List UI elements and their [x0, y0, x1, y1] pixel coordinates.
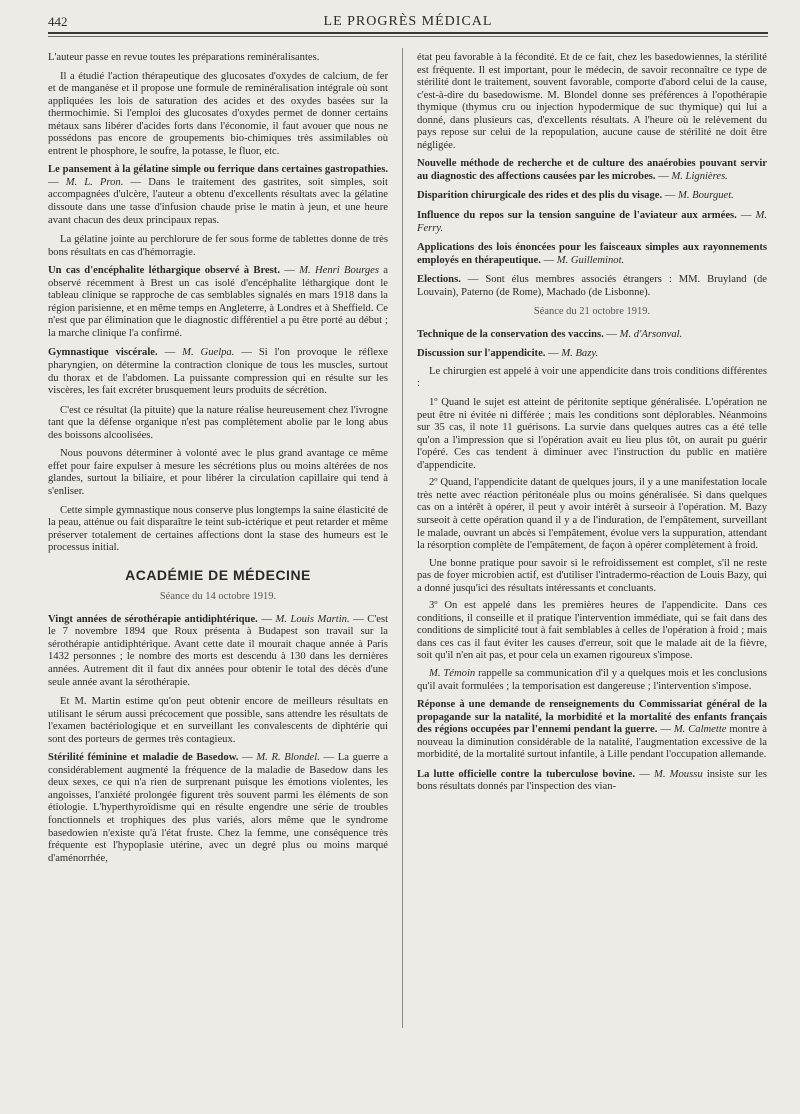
item-author: M. Guelpa.	[182, 347, 235, 359]
paragraph: Et M. Martin estime qu'on peut obtenir encore de meilleurs résultats en utilisant le sérum aussi précocement que possible, sans attendre les résultats de l'examen bactériologique et en surveillant les convalescents de diphtérie qui sont des porteurs de germes très contagieux.	[48, 696, 388, 745]
header-rule	[48, 32, 768, 34]
item-title: Gymnastique viscérale.	[48, 347, 158, 359]
right-column	[417, 52, 767, 801]
item-text: rappelle sa communication d'il y a quelques mois et les conclusions qu'il avait formulées ; la temporisation est dangereuse ; l'intervention s'impose.	[417, 667, 768, 692]
abstract-item: Gymnastique viscérale. — M. Guelpa. — Si l'on provoque le réflexe pharyngien, on détermine la contraction clonique de tous les muscles, surtout du thorax et de l'abdomen. La puissante compression qui en résulte sur les viscères, les fait excréter brusquement leurs produits de sécrétion.	[48, 347, 388, 397]
paragraph	[417, 668, 767, 693]
section-title: ACADÉMIE DE MÉDECINE	[125, 566, 311, 583]
item-author: M. Louis Martin.	[275, 613, 350, 625]
journal-title: LE PROGRÈS MÉDICAL	[323, 14, 493, 29]
abstract-item: Influence du repos sur la tension sanguine de l'aviateur aux armées. — M. Ferry.	[417, 210, 767, 234]
column-divider	[402, 48, 403, 1028]
abstract-item: Un cas d'encéphalite léthargique observé à Brest. — M. Henri Bourges a observé récemment à Brest un cas isolé d'encéphalite léthargique dont le tableau clinique se rapproche de cas semblables signalés en mars 1918 dans la région parisienne, et en même temps en Angleterre, à Londres et à Sheffield. Ce n'est que par élimination que le diagnostic différentiel a pu être porté au début ; la marche clinique l'a confirmé.	[48, 265, 388, 339]
item-text: Sont élus membres associés étrangers : MM. Bruyland (de Louvain), Paterno (de Rome), Machado (de Lisbonne).	[417, 274, 767, 298]
paragraph: Nous pouvons déterminer à volonté avec le plus grand avantage ce même effet pour faire expulser à mesure les sécrétions plus ou moins altérées de nos glandes, surtout la biliaire, et pour libérer la circulation capillaire qui tend à s'enliser.	[48, 448, 388, 497]
item-author: M. d'Arsonval.	[619, 328, 683, 340]
paragraph: C'est ce résultat (la pituite) que la nature réalise heureusement chez l'ivrogne tant que la défense organique n'est pas complètement abolie par le long abus des boissons alcoolisées.	[48, 404, 388, 441]
item-title: Applications des lois énoncées pour les faisceaux simples aux rayonnements employés en thérapeutique.	[417, 242, 767, 266]
paragraph: La gélatine jointe au perchlorure de fer sous forme de tablettes donne de très bons résultats en cas d'hémorragie.	[48, 234, 388, 258]
abstract-item: Elections. — Sont élus membres associés étrangers : MM. Bruyland (de Louvain), Paterno (de Rome), Machado (de Lisbonne).	[417, 274, 767, 298]
abstract-item: La lutte officielle contre la tuberculose bovine. — M. Moussu insiste sur les bons résultats donnés par l'inspection des vian-	[417, 768, 767, 793]
abstract-item: Applications des lois énoncées pour les faisceaux simples aux rayonnements employés en thérapeutique. — M. Guilleminot.	[417, 242, 767, 266]
item-author: M. Guilleminot.	[556, 254, 625, 266]
session-date: Séance du 14 octobre 1919.	[159, 591, 277, 603]
item-text: C'est le 7 novembre 1894 que Roux présenta à Budapest son travail sur la sérothérapie antidiphtérique. Avant cette date il mourait chaque année à Paris 1432 personnes ; le nombre des morts est descendu à 130 dans les dernières années. Autrement dit il faut dix années pour obtenir le total des décès d'une seule année avant la sérothérapie.	[48, 613, 389, 688]
item-title: Le pansement à la gélatine simple ou ferrique dans certaines gastropathies.	[48, 164, 388, 176]
abstract-item: Nouvelle méthode de recherche et de culture des anaérobies pouvant servir au diagnostic des affections causées par les microbes. — M. Lignières.	[417, 158, 767, 182]
list-item: 3º On est appelé dans les premières heures de l'appendicite. Dans ces conditions, il conseille et il pratique l'intervention immédiate, qui se fait dans des conditions de simplicité tout à fait semblables à celles de l'opération à froid ; mais dans ces cas il faut éviter les causes d'erreur, soit que le malade ait de la fièvre, soit qu'il n'en ait pas, et pour cela un examen rigoureux s'impose.	[417, 600, 767, 662]
item-author: M. L. Pron.	[65, 176, 124, 188]
item-author: M. R. Blondel.	[256, 752, 320, 764]
item-author: M. Ferry.	[417, 210, 767, 234]
abstract-item: Vingt années de sérothérapie antidiphtérique. — M. Louis Martin. — C'est le 7 novembre 1894 que Roux présenta à Budapest son travail sur la sérothérapie antidiphtérique. Avant cette date il mourait chaque année à Paris 1432 personnes ; le nombre des morts est descendu à 130 dans les dernières années. Autrement dit il faut dix années pour obtenir le total des décès d'une seule année avant la sérothérapie.	[48, 613, 389, 688]
item-text: Dans le traitement des gastrites, soit simples, soit accompagnées d'ulcère, l'auteur a obtenu d'excellents résultats avec la gélatine dissoute dans une tasse d'infusion chaude prise le matin à jeun, et une heure avant chacun des deux principaux repas.	[48, 176, 388, 226]
header-rule-thin	[48, 36, 768, 37]
abstract-item: Discussion sur l'appendicite. — M. Bazy.	[417, 348, 599, 360]
item-author: M. Henri Bourges	[299, 265, 379, 277]
abstract-item: Le pansement à la gélatine simple ou ferrique dans certaines gastropathies. — M. L. Pron. — Dans le traitement des gastrites, soit simples, soit accompagnées d'ulcère, l'auteur a obtenu d'excellents résultats avec la gélatine dissoute dans une tasse d'infusion chaude prise le matin à jeun, et une heure avant chacun des deux principaux repas.	[48, 164, 388, 226]
item-text: a observé récemment à Brest un cas isolé d'encéphalite léthargique dont le tableau clinique se rapproche de cas semblables signalés en mars 1918 dans la région parisienne, et en même temps en Angleterre, à Londres et à Sheffield. Ce n'est que par élimination que le diagnostic différentiel a pu être porté au début ; la marche clinique l'a confirmé.	[48, 265, 388, 339]
item-title: Technique de la conservation des vaccins.	[417, 328, 604, 340]
item-title: Un cas d'encéphalite léthargique observé à Brest.	[48, 265, 280, 277]
abstract-item: Technique de la conservation des vaccins. — M. d'Arsonval.	[417, 328, 683, 340]
item-author: M. Témoin	[429, 667, 476, 679]
session-date: Séance du 21 octobre 1919.	[533, 306, 651, 318]
abstract-item: Disparition chirurgicale des rides et des plis du visage. — M. Bourguet.	[417, 190, 734, 202]
item-text: insiste sur les bons résultats donnés par l'inspection des vian-	[417, 768, 767, 793]
item-title: Disparition chirurgicale des rides et des plis du visage.	[417, 190, 663, 202]
page-number: 442	[48, 14, 68, 29]
item-author: M. Calmette	[673, 724, 727, 736]
item-author: M. Lignières.	[671, 170, 728, 182]
list-item: 2º Quand, l'appendicite datant de quelques jours, il y a une manifestation locale très nette avec réaction péritonéale plus ou moins généralisée. Si dans quelques cas on a intérêt à opérer, il peut y avoir intérêt à surseoir à l'opération. M. Bazy surseoit à cette opération quand il y a de l'induration, de l'empâtement, surveillant le malade, ouvrant un abcès si l'empâtement, évolue vers la suppuration, attendant la résorption complète de l'empâtement, de façon à opérer complètement à froid.	[417, 477, 767, 552]
item-title: La lutte officielle contre la tuberculose bovine.	[417, 768, 636, 780]
item-text: La guerre a considérablement augmenté la fréquence de la maladie de Basedow dans les deux sexes, ce qui n'a rien de surprenant puisque les émotions violentes, les angoisses, l'anxiété prolongée figurent très souvent parmi les éléments de son étiologie. L'hyperthyroïdisme qui en résulte engendre une série de troubles fonctionnels et trophiques des plus variés, alors même que le syndrome basedowien n'existe qu'à l'état fruste. Chez la femme, une conséquence très fréquente est l'hypoplasie utérine, avec un degré plus ou moins marqué d'aménorrhée,	[48, 752, 389, 864]
item-title: Influence du repos sur la tension sanguine de l'aviateur aux armées.	[417, 210, 737, 222]
item-author: M. Bourguet.	[678, 190, 734, 202]
abstract-item: Stérilité féminine et maladie de Basedow. — M. R. Blondel. — La guerre a considérablement augmenté la fréquence de la maladie de Basedow dans les deux sexes, ce qui n'a rien de surprenant puisque les émotions violentes, les angoisses, l'anxiété prolongée figurent très souvent parmi les éléments de son étiologie. L'hyperthyroïdisme qui en résulte engendre une série de troubles fonctionnels et trophiques des plus variés, alors même que le syndrome basedowien n'existe qu'à l'état fruste. Chez la femme, une conséquence très fréquente est l'hypoplasie utérine, avec un degré plus ou moins marqué d'aménorrhée,	[48, 752, 389, 864]
item-title: Réponse à une demande de renseignements du Commissariat général de la propagande sur la natalité, la morbidité et la mortalité des enfants français des régions occupées par l'ennemi pendant la guerre.	[417, 699, 767, 736]
list-item: 1º Quand le sujet est atteint de péritonite septique généralisée. L'opération ne peut être ni évitée ni différée ; mais les conditions sont déplorables. Néanmoins sur 35 cas, il note 11 guérisons. La survie dans quelques autres cas a été telle qu'on a l'impression que si l'opération avait eu lieu plus tôt, on aurait pu guérir l'opéré. Ces cas tendent à diminuer avec l'instruction du public en matière d'appendicite.	[417, 397, 767, 471]
paragraph: Il a étudié l'action thérapeutique des glucosates d'oxydes de calcium, de fer et de manganèse et il propose une formule de reminéralisation intégrale où sont appliquées les lois de saturation des acides et des oxydes basées sur la thermochimie. Si l'emploi des glucosates d'oxydes permet de donner certains métaux sans libérer d'acides forts dans l'économie, il faut avouer que nous ne possédons pas encore de groupements bio-chimiques très assimilables où entrent le phosphore, le soufre, la potasse, le fluor, etc.	[48, 70, 388, 157]
paragraph: Le chirurgien est appelé à voir une appendicite dans trois conditions différentes :	[417, 365, 767, 390]
item-title: Nouvelle méthode de recherche et de culture des anaérobies pouvant servir au diagnostic des affections causées par les microbes.	[417, 158, 767, 182]
paragraph: L'auteur passe en revue toutes les préparations reminéralisantes.	[48, 52, 320, 63]
paragraph: état peu favorable à la fécondité. Et de ce fait, chez les basedowiennes, la stérilité est fréquente. Il est important, pour le médecin, de savoir reconnaître ce type de stérilité dont le traitement, souvent favorable, comporte d'abord celui de la cause, c'est-à-dire du basedowisme. M. Blondel donne ses préférences à l'opothérapie thymique (thymus cru ou injection hypodermique de suc thymique) qui lui a donné, dans plusieurs cas, d'excellents résultats. A l'heure où le relèvement du pays repose sur celui de la repopulation, aucune cause de stérilité ne doit être négligée.	[417, 52, 767, 151]
paragraph: Une bonne pratique pour savoir si le refroidissement est complet, s'il ne reste pas de foyer microbien actif, est d'utiliser l'intradermo-réaction de Louis Bazy, qui a donné jusqu'ici des résultats intéressants et concluants.	[417, 557, 767, 594]
abstract-item: Réponse à une demande de renseignements du Commissariat général de la propagande sur la natalité, la morbidité et la mortalité des enfants français des régions occupées par l'ennemi pendant la guerre. — M. Calmette montre à nouveau la diminution considérable de la natalité, l'augmentation excessive de la morbidité, de la mortalité surtout infantile, à Lille pendant l'occupation allemande.	[417, 699, 768, 761]
paragraph: Cette simple gymnastique nous conserve plus longtemps la saine élasticité de la peau, atténue ou fait disparaître le teint sub-ictérique et peut retarder et même préserver totalement de certaines affections dont la stase des humeurs est le processus initial.	[48, 504, 388, 554]
item-title: Stérilité féminine et maladie de Basedow.	[48, 752, 239, 764]
left-column	[48, 52, 388, 872]
item-author: M. Moussu	[654, 768, 703, 780]
item-title: Elections.	[417, 274, 461, 286]
item-author: M. Bazy.	[561, 348, 599, 360]
item-title: Vingt années de sérothérapie antidiphtérique.	[48, 613, 258, 625]
item-text: montre à nouveau la diminution considérable de la natalité, l'augmentation excessive de la morbidité, de la mortalité surtout infantile, à Lille pendant l'occupation allemande.	[417, 724, 768, 761]
item-title: Discussion sur l'appendicite.	[417, 348, 546, 360]
item-text: Si l'on provoque le réflexe pharyngien, on détermine la contraction clonique de tous les muscles, surtout du thorax et de l'abdomen. La puissante compression qui en résulte sur les viscères, les fait excréter brusquement leurs produits de sécrétion.	[48, 347, 388, 397]
